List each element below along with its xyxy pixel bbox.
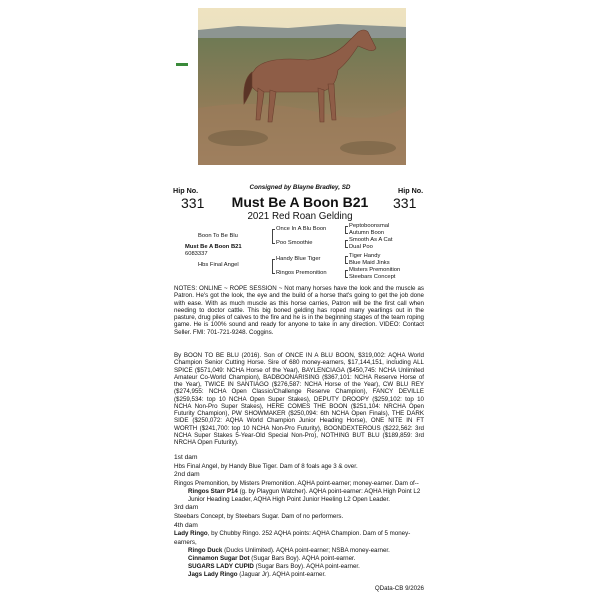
produce-name: Cinnamon Sugar Dot	[188, 555, 250, 563]
dam4-heading: 4th dam	[174, 521, 198, 529]
dam-section	[174, 454, 424, 579]
pedigree-g2: Autumn Boon	[349, 230, 385, 236]
bracket	[272, 229, 275, 244]
hip-label-left: Hip No.	[173, 186, 199, 195]
produce-text: (Sugar Bars Boy). AQHA point-earner.	[253, 563, 360, 571]
produce-text: (g. by Playgun Watcher). AQHA point-earner: AQHA High Point L2 Junior Heading Leader, AQHA High Point Junior Heeling L2 Open Leader.	[188, 488, 421, 504]
dam1-text: Hbs Final Angel, by Handy Blue Tiger. Dam of 8 foals age 3 & over.	[174, 462, 358, 470]
dam2-text: Ringos Premonition, by Misters Premonition. AQHA point-earner; money-earner. Dam of--	[174, 479, 419, 487]
list-item	[188, 555, 424, 563]
pedigree-sire: Boon To Be Blu	[198, 233, 238, 239]
pedigree-g8: Steebars Concept	[349, 274, 396, 280]
pedigree-sire-dam: Poo Smoothie	[276, 240, 313, 246]
dam3-heading: 3rd dam	[174, 504, 199, 512]
sire-paragraph: By BOON TO BE BLU (2016). Son of ONCE IN A BLU BOON, $319,002: AQHA World Champion Senior Cutting Horse. Sire of 680 money-earners, $17,144,151, including ALL SPICE ($571,049: NCHA Horse of the Year), BAYLENCIAGA ($450,745: NCHA Unlimited Amateur Co-World Champion), BADBOONARISING ($367,101: NCHA Reserve Horse of the Year), TWICE IN SANTIAGO ($276,587: NCHA Horse of the Year), CW BLU REY ($274,955: NCHA Open Classic/Challenge Reserve Champion), FANCY DEVILLE ($259,534: top 10 NCHA Open Super Stakes), DEPUTY DROOPY ($259,102: top 10 NCHA Non-Pro Super Stakes), HERE COMES THE BOON ($251,104: NRCHA Open Futurity Champion), PW SHOWMAKER ($250,094: 6th NCHA Open Finals), THE DARK SIDE ($250,072: AQHA World Champion Junior Heading Horse), ONE NITE IN FT WORTH ($241,700: top 10 NCHA Non-Pro Futurity), BOONDEXTEROUS ($222,562: 3rd NCHA Super Stakes 5-Year-Old Special Non-Pro), NOTHING BUT BLU ($189,859: 3rd NRCHA Open Futurity).	[174, 352, 424, 446]
horse-description: 2021 Red Roan Gelding	[247, 211, 353, 222]
pedigree-horse: Must Be A Boon B21	[185, 244, 242, 250]
hip-number-right: 331	[393, 195, 417, 211]
footer-code: QData-CB 9/2026	[374, 585, 424, 592]
list-item	[188, 571, 424, 579]
bracket	[272, 259, 275, 274]
hip-number-left: 331	[181, 195, 205, 211]
list-item	[188, 563, 424, 571]
bracket	[345, 240, 348, 248]
pedigree-g4: Dual Poo	[349, 244, 373, 250]
consignor-line: Consigned by Blayne Bradley, SD	[249, 184, 351, 191]
hip-label-right: Hip No.	[398, 186, 424, 195]
bracket	[345, 256, 348, 264]
dam3-text: Steebars Concept, by Steebars Sugar. Dam of no performers.	[174, 512, 344, 520]
produce-text: (Jaguar Jr). AQHA point-earner.	[237, 571, 326, 579]
list-item	[188, 547, 424, 555]
pedigree-g6: Blue Maid Jinks	[349, 260, 390, 266]
pedigree-dam-sire: Handy Blue Tiger	[276, 256, 321, 262]
notes-paragraph: NOTES: ONLINE ~ ROPE SESSION ~ Not many horses have the look and the muscle as Patron. He's got the look, the eye and the build of a horse that's going to get the job done with ease. With as much muscle as this horse carries, Patron will be the first call when needing to doctor cattle. This big boned gelding has roped many yearlings out in the pasture, drug piles of calves to the fire and he is in the beginning stages of the team roping game. He is 100% sound and ready for anyone to take in any direction. VIDEO: Contact Seller. FMI: 701-721-9248. Coggins.	[174, 285, 424, 336]
pedigree-sire-sire: Once In A Blu Boon	[276, 226, 327, 232]
pedigree-g3: Smooth As A Cat	[349, 237, 393, 243]
pedigree-dam-dam: Ringos Premonition	[276, 270, 327, 276]
dam4-text	[174, 530, 424, 547]
dam2-heading: 2nd dam	[174, 471, 200, 479]
produce-name: SUGARS LADY CUPID	[188, 563, 254, 571]
pedigree-reg-number: 6083337	[185, 251, 208, 257]
dam4-detail: , by Chubby Ringo. 252 AQHA points: AQHA Champion. Dam of 5 money-earners,	[174, 530, 411, 546]
produce-text: (Ducks Unlimited). AQHA point-earner; NSBA money-earner.	[222, 547, 390, 555]
produce-name: Ringos Starr P14	[188, 488, 238, 496]
bracket	[345, 226, 348, 234]
dam2-produce	[174, 488, 424, 504]
pedigree-g1: Peptoboonsmal	[349, 223, 390, 229]
horse-name: Must Be A Boon B21	[231, 194, 369, 210]
bracket	[345, 270, 348, 278]
pedigree-g7: Misters Premonition	[349, 267, 401, 273]
produce-text: (Sugar Bars Boy). AQHA point-earner.	[249, 555, 356, 563]
dam4-name: Lady Ringo	[174, 530, 208, 538]
dam1-heading: 1st dam	[174, 454, 198, 461]
produce-name: Ringo Duck	[188, 547, 223, 555]
dam4-produce	[174, 547, 424, 579]
produce-name: Jags Lady Ringo	[188, 571, 238, 579]
pedigree-dam: Hbs Final Angel	[198, 262, 239, 268]
pedigree-g5: Tiger Handy	[349, 253, 381, 259]
catalog-page	[172, 0, 428, 600]
